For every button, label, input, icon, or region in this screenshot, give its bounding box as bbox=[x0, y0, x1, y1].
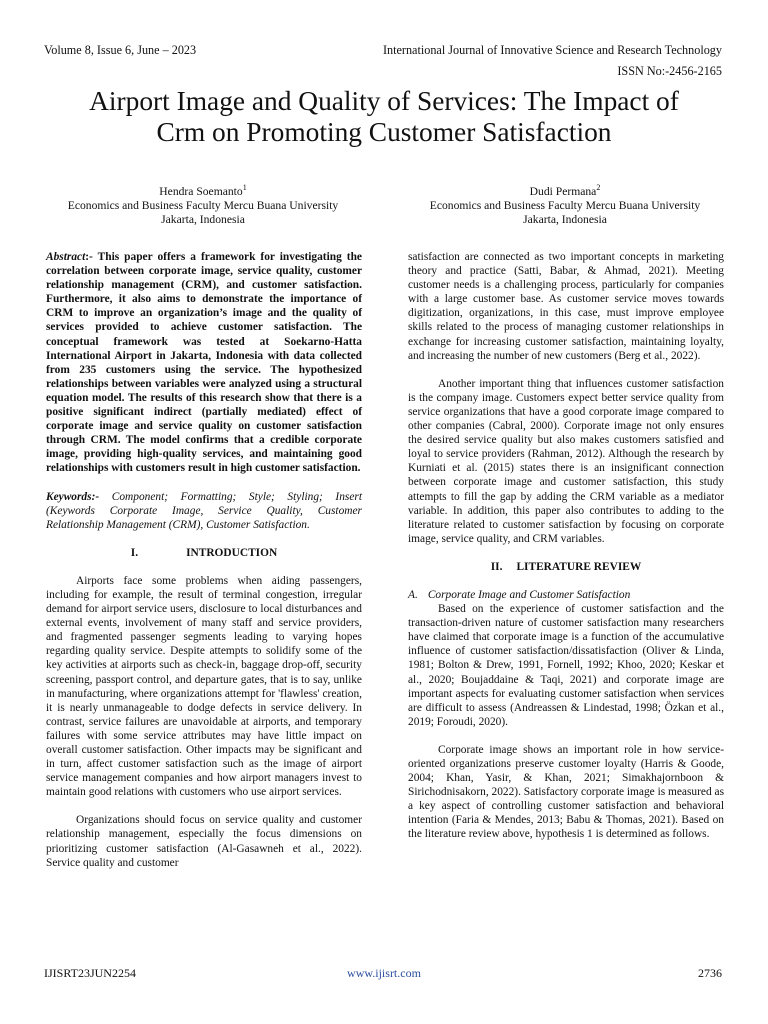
author-name: Hendra Soemanto bbox=[159, 184, 243, 198]
intro-paragraph-1: Airports face some problems when aiding passengers, including for example, the result of terminal congestion, irregular demand for airport service users, disclosure to local disturbances and external events, involvement of many staff and service providers, and fragmented passenger segments leading to varying hopes regarding quality service. Despite attempts to solidify some of the key activities at airports such as check-in, baggage drop-off, security screening, passport control, and departure gates, that is to say, unlike in manufacturing, where organizations attempt for 'flawless' creation, it is nearly unmanageable to dodge defects in service delivery. In contrast, service failures are unavoidable at airports, and temporary failures with some service attributes may have little impact on overall customer satisfaction. Other impacts may be significant and in turn, affect customer satisfaction such as the image of airport service management companies and how airport managers invest to maintain good relations with customers who use airport services. bbox=[46, 574, 362, 799]
keywords-text: Component; Formatting; Style; Styling; Insert (Keywords Corporate Image, Service Quality, Customer Relationship Management (CRM), Customer Satisfaction. bbox=[46, 490, 362, 531]
author-sup: 1 bbox=[242, 183, 247, 192]
subsection-title: Corporate Image and Customer Satisfaction bbox=[427, 588, 631, 601]
section-heading-introduction bbox=[46, 546, 362, 560]
footer-paper-id: IJISRT23JUN2254 bbox=[44, 966, 136, 980]
section-title: LITERATURE REVIEW bbox=[516, 560, 642, 573]
title-line-2: Crm on Promoting Customer Satisfaction bbox=[156, 117, 612, 147]
author-name: Dudi Permana bbox=[529, 184, 597, 198]
keywords bbox=[46, 490, 362, 532]
intro-paragraph-2-continued: satisfaction are connected as two important concepts in marketing theory and practice (Satti, Babar, & Ahmad, 2021). Meeting customer needs is a challenging process, particularly for companies with a large customer base. As customer service moves towards digitization, organizations, in this case, must improve employee skills related to the process of managing customer relationships in exchange for increasing customer satisfaction, maintaining loyalty, and increasing the number of new customers (Berg et al., 2022). bbox=[408, 251, 724, 362]
abstract-label: Abstract bbox=[46, 251, 86, 263]
intro-paragraph-2: Organizations should focus on service quality and customer relationship management, especially the focus dimensions on prioritizing customer satisfaction (Al-Gasawneh et al., 2022). Service quality and customer bbox=[46, 814, 362, 869]
section-number: I. bbox=[130, 546, 139, 559]
subsection-number: A. bbox=[408, 588, 418, 601]
volume-info: Volume 8, Issue 6, June – 2023 bbox=[44, 43, 197, 57]
author-location: Jakarta, Indonesia bbox=[161, 212, 245, 226]
lit-paragraph-2: Corporate image shows an important role in how service-oriented organizations preserve customer loyalty (Harris & Goode, 2004; Khan, Yasir, & Khan, 2021; Simakhajornboon & Sirichodnisakorn, 2022). Satisfactory corporate image is measured as a key aspect of controlling customer satisfaction and behavioral intention (Faria & Mendes, 2013; Babu & Thomas, 2021). Based on the literature review above, hypothesis 1 is determined as follows. bbox=[408, 743, 725, 841]
intro-paragraph-3: Another important thing that influences customer satisfaction is the company image. Customers expect better service quality from service organizations that have a good corporate image compared to other companies (Cabral, 2000). Corporate image not only ensures the desired service quality but also makes customers satisfied and loyal to service providers (Rahman, 2012). Although the research by Kurniati et al. (2015) states there is an insignificant connection between corporate image and customer satisfaction, this study attempts to fill the gap by adding the CRM variable as a mediator variable. In addition, this paper also contributes to adding to the literature related to customer satisfaction by focusing on corporate image, service quality, and CRM variables. bbox=[408, 377, 724, 545]
footer-website-link[interactable]: www.ijisrt.com bbox=[347, 966, 421, 980]
keywords-label: Keywords:- bbox=[46, 490, 100, 503]
section-number: II. bbox=[490, 560, 503, 573]
abstract bbox=[46, 250, 362, 476]
author-affiliation: Economics and Business Faculty Mercu Buana University bbox=[429, 198, 701, 212]
author-affiliation: Economics and Business Faculty Mercu Buana University bbox=[67, 198, 339, 212]
author-sup: 2 bbox=[596, 183, 601, 192]
journal-name: International Journal of Innovative Science and Research Technology bbox=[382, 43, 722, 57]
section-title: INTRODUCTION bbox=[186, 546, 278, 559]
paper-title bbox=[30, 86, 738, 148]
section-heading-literature-review bbox=[408, 560, 724, 574]
title-line-1: Airport Image and Quality of Services: The Impact of bbox=[89, 86, 679, 116]
author-block-1 bbox=[44, 181, 362, 227]
right-column bbox=[408, 250, 724, 842]
footer-page-number: 2736 bbox=[698, 966, 722, 980]
author-location: Jakarta, Indonesia bbox=[523, 212, 607, 226]
author-block-2 bbox=[406, 181, 724, 227]
issn: ISSN No:-2456-2165 bbox=[617, 64, 722, 78]
left-column bbox=[46, 250, 362, 870]
abstract-text: :- This paper offers a framework for investigating the correlation between corporate image, service quality, customer relationship management (CRM), and customer satisfaction. Furthermore, it also aims to demonstrate the importance of CRM to improve an organization’s image and the quality of services provided to achieve customer satisfaction. The conceptual framework was tested at Soekarno-Hatta International Airport in Jakarta, Indonesia with data collected from 235 customers using the service. The hypothesized relationships between variables were analyzed using a structural equation model. The results of this research show that there is a positive significant indirect (partially mediated) effect of corporate image and service quality on customer satisfaction through CRM. The model confirms that a credible corporate image, providing high-quality services, and maintaining good relationships with customers result in high customer satisfaction. bbox=[46, 251, 362, 475]
subsection-heading bbox=[408, 588, 724, 602]
lit-paragraph-1: Based on the experience of customer satisfaction and the transaction-driven nature of customer satisfaction many researchers have claimed that corporate image is a function of the accumulative influence of customer satisfaction/dissatisfaction (Oliver & Linda, 1981; Bolton & Drew, 1991, Fornell, 1992; Khoo, 2020; Keskar et al., 2020; Boujaddaine & Taqi, 2021) and corporate image are important aspects for evaluating customer satisfaction when services are difficult to assess (Andreassen & Lindestad, 1998; Özkan et al., 2019; Foroudi, 2020). bbox=[408, 603, 724, 728]
